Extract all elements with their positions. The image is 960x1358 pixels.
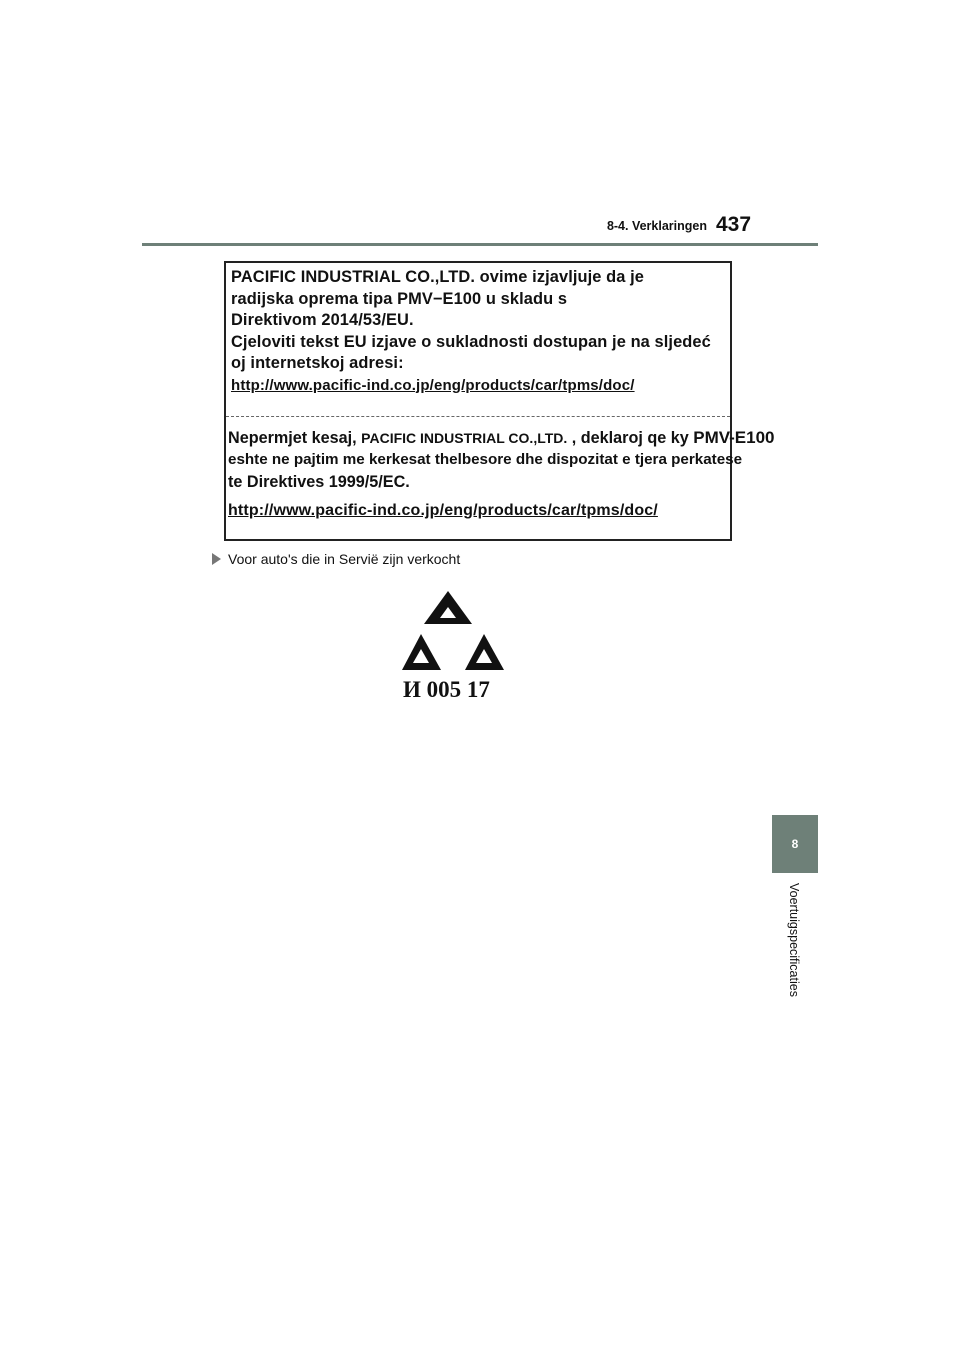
albanian-line-2: eshte ne pajtim me kerkesat thelbesore dhe dispozitat e tjera perkatese <box>228 451 743 468</box>
serbia-bullet-text: Voor auto's die in Servië zijn verkocht <box>228 551 461 567</box>
chapter-title: Voertuigspecificaties <box>787 883 801 997</box>
albanian-line-1-start: Nepermjet kesaj, <box>228 429 362 447</box>
albanian-line-1 <box>228 427 775 449</box>
albanian-company: PACIFIC INDUSTRIAL CO.,LTD. <box>361 430 568 446</box>
croatian-line-1: PACIFIC INDUSTRIAL CO.,LTD. ovime izjavljuje da je <box>231 268 645 286</box>
albanian-line-3: te Direktives 1999/5/EC. <box>228 473 410 491</box>
page-number: 437 <box>716 213 752 236</box>
serbian-mark-code: И 005 17 <box>403 677 490 702</box>
albanian-url: http://www.pacific-ind.co.jp/eng/products/car/tpms/doc/ <box>228 502 658 519</box>
croatian-line-5: oj internetskoj adresi: <box>231 354 404 372</box>
albanian-model: PMV-E100 <box>693 428 775 447</box>
dashed-divider <box>226 416 730 417</box>
croatian-line-4: Cjeloviti tekst EU izjave o sukladnosti dostupan je na sljedeć <box>231 332 711 351</box>
chapter-tab: 8 <box>772 815 818 873</box>
albanian-line-1-mid: , deklaroj qe ky <box>567 429 694 447</box>
header-divider <box>142 243 818 246</box>
croatian-line-2: radijska oprema tipa PMV−E100 u skladu s <box>231 289 568 308</box>
croatian-url: http://www.pacific-ind.co.jp/eng/products/car/tpms/doc/ <box>231 376 635 394</box>
declaration-of-conformity-image <box>224 261 775 541</box>
albanian-declaration <box>228 427 775 493</box>
serbia-bullet <box>212 551 460 567</box>
section-title: 8-4. Verklaringen <box>606 219 707 233</box>
croatian-declaration <box>231 267 731 396</box>
bullet-arrow-icon <box>212 553 221 565</box>
croatian-line-3: Direktivom 2014/53/EU. <box>231 311 414 329</box>
